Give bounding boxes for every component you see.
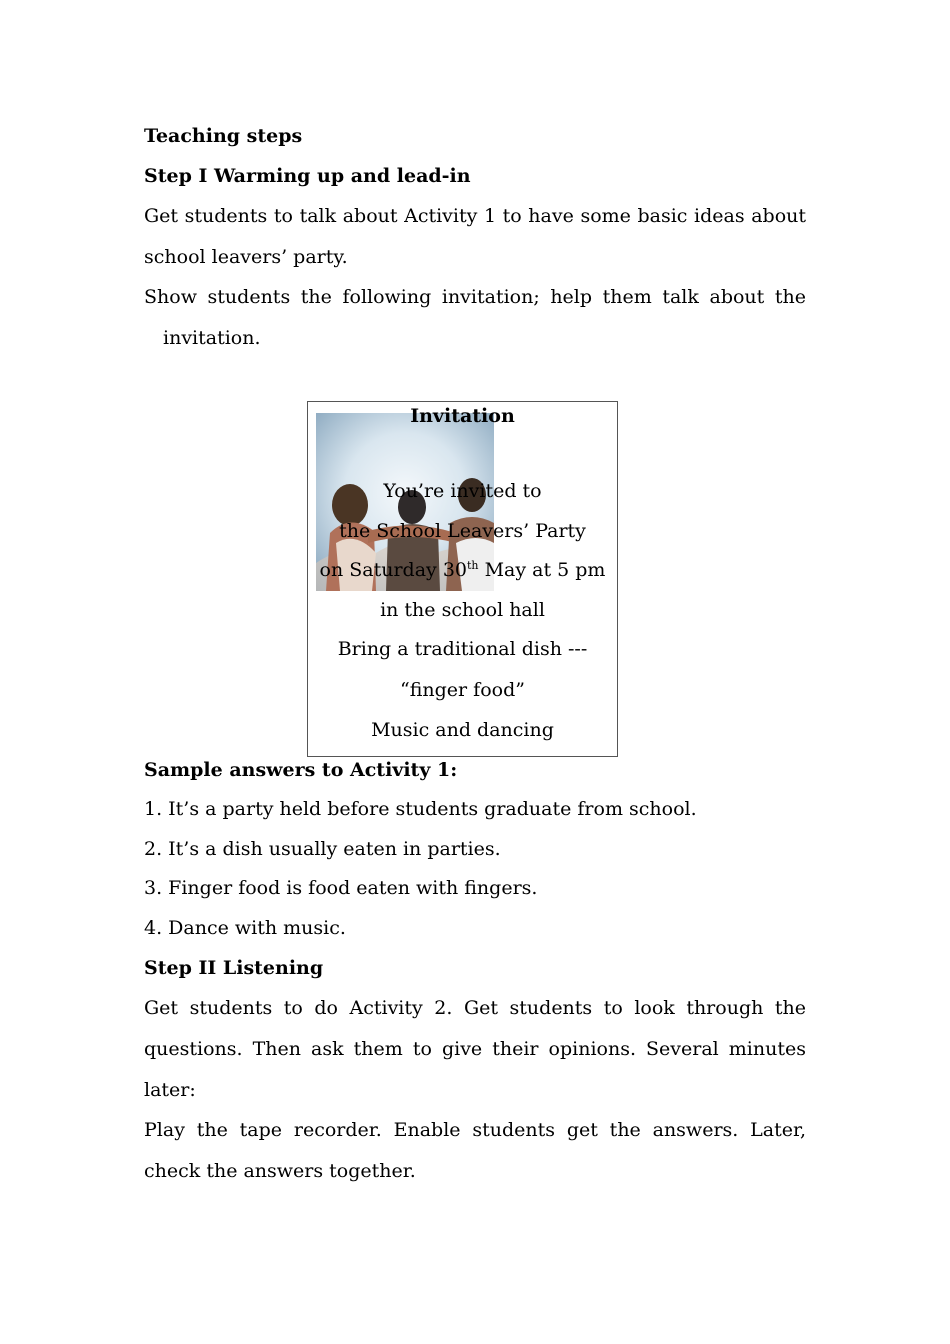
- para3-line1: Get students to do Activity 2. Get students to look through the: [144, 997, 806, 1019]
- answer-item: 4. Dance with music.: [144, 917, 346, 939]
- para3-line3: later:: [144, 1079, 196, 1101]
- step1-title: Step I Warming up and lead-in: [144, 165, 471, 187]
- para1-line1: Get students to talk about Activity 1 to have some basic ideas about: [144, 205, 806, 227]
- date-ordinal: th: [467, 559, 479, 572]
- para1-line2: school leavers’ party.: [144, 246, 348, 268]
- invitation-line: the School Leavers’ Party: [339, 520, 586, 542]
- invitation-line: Bring a traditional dish ---: [337, 638, 588, 660]
- para2-line1: Show students the following invitation; help them talk about the: [144, 286, 806, 308]
- invitation-line: in the school hall: [380, 599, 545, 621]
- answer-item: 2. It’s a dish usually eaten in parties.: [144, 838, 501, 860]
- para2-line2: invitation.: [163, 327, 261, 349]
- answer-item: 3. Finger food is food eaten with fingers.: [144, 877, 538, 899]
- sample-answers-title: Sample answers to Activity 1:: [144, 759, 458, 781]
- step2-title: Step II Listening: [144, 957, 324, 979]
- date-text: on Saturday 30: [319, 559, 468, 581]
- teaching-steps-heading: Teaching steps: [144, 125, 303, 147]
- para4-line1: Play the tape recorder. Enable students get the answers. Later,: [144, 1119, 806, 1141]
- invitation-line: “finger food”: [400, 679, 525, 701]
- para3-line2: questions. Then ask them to give their opinions. Several minutes: [144, 1038, 806, 1060]
- invitation-card: [307, 401, 618, 757]
- invitation-date-line: [308, 558, 617, 582]
- answer-item: 1. It’s a party held before students graduate from school.: [144, 798, 697, 820]
- para4-line2: check the answers together.: [144, 1160, 416, 1182]
- invitation-title: Invitation: [410, 405, 515, 427]
- invitation-line: Music and dancing: [371, 719, 554, 741]
- date-time-text: May at 5 pm: [478, 559, 606, 581]
- invitation-line: You’re invited to: [383, 480, 542, 502]
